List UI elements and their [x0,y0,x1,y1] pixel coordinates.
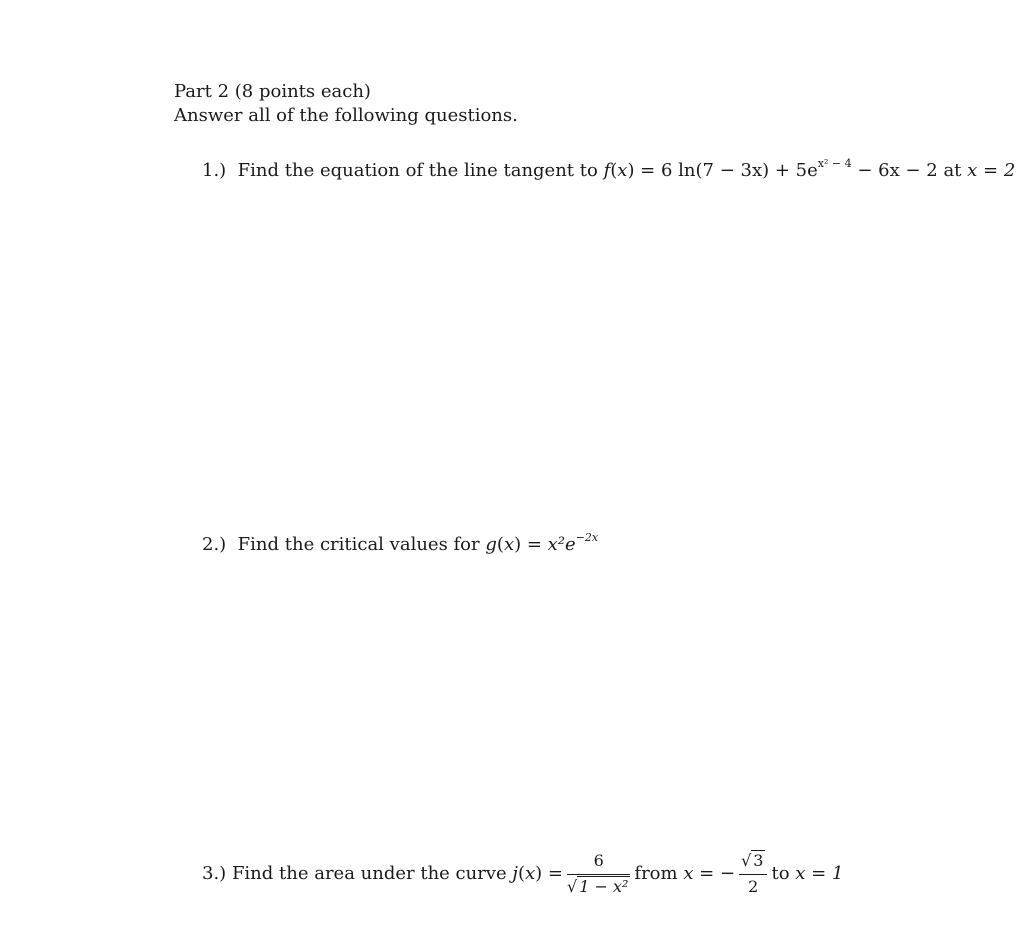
function-exponent: x² − 4 [817,157,852,170]
function-variable: x [525,863,536,884]
function-exponent: −2x [575,531,599,544]
question-2: 2.) Find the critical values for $g(x) = x^2e^{-2x}$ [202,531,599,555]
integrand-fraction [567,850,630,898]
function-expression-b: − 6x − 2 [851,160,938,181]
part-title: Part 2 (8 points each) [174,81,371,102]
from-label: from [634,863,678,884]
lower-bound-radicand: 3 [753,851,764,870]
function-name: f [603,160,611,181]
lower-bound-fraction [739,850,767,898]
instructions: Answer all of the following questions. [174,105,518,126]
question-number: 3.) [202,863,227,884]
function-variable: x [503,534,515,555]
question-text: Find the area under the curve [231,863,507,884]
question-number: 1.) [202,160,227,181]
question-number: 2.) [202,534,227,555]
question-3: 3.) Find the area under the curve j ( x ) = $\frac{6}{\text{√ 1 − x²}}$ from x = − $\frac{√ 3}{2}$ to x = 1 [202,851,844,896]
denominator-radicand: 1 − x² [579,877,629,896]
question-1: 1.) Find the equation of the line tangent to f(x) = 6 $\ln(7 - 3x) + 5e^{x^2 - 4} - 6x - 2$ at x = 2 [202,157,1016,181]
lower-bound-numerator: √ 3 [739,850,767,875]
integrand-denominator: √ 1 − x² [567,877,629,896]
to-label: to [771,863,790,884]
function-name: j [512,863,518,884]
function-expression: x²e [547,534,576,555]
question-text: Find the critical values for [237,534,480,555]
integrand-numerator: 6 [567,850,630,875]
lower-bound-lhs: x = − [683,863,736,884]
function-expression-a: 6 ln(7 − 3x) + 5e [661,160,818,181]
function-variable: x [617,160,628,181]
at-label: at [943,160,962,181]
evaluation-point: x = 2 [967,160,1016,181]
question-text: Find the equation of the line tangent to [237,160,598,181]
function-name: g [485,534,497,555]
upper-bound: x = 1 [795,863,844,884]
lower-bound-denominator: 2 [748,877,759,896]
